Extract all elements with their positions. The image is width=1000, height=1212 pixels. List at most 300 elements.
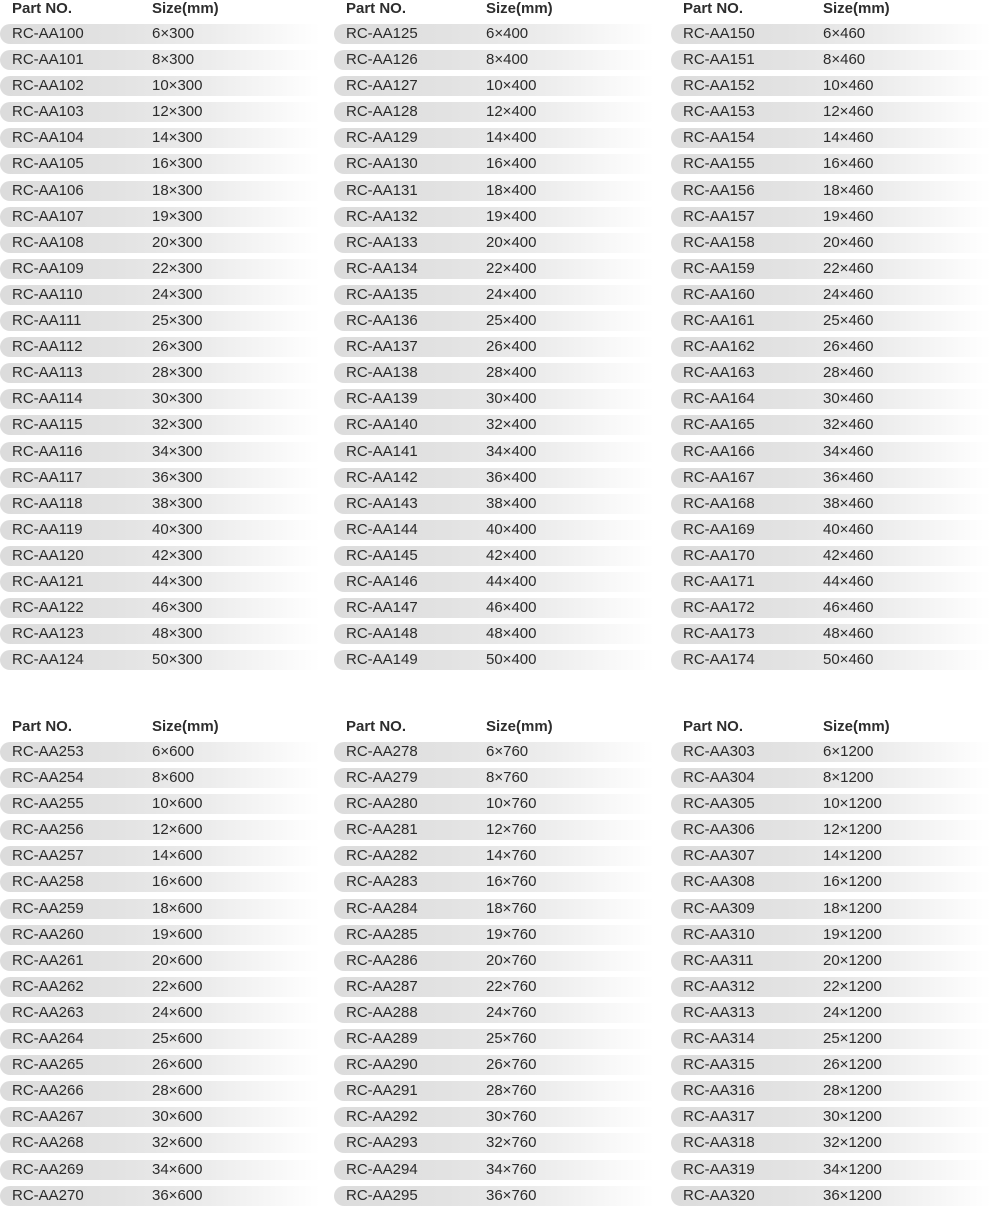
- part-number-cell: RC-AA110: [12, 285, 83, 303]
- part-number-cell: RC-AA153: [683, 103, 755, 121]
- size-cell: 36×300: [152, 468, 203, 486]
- part-number-cell: RC-AA111: [12, 312, 82, 330]
- size-cell: 8×760: [486, 769, 529, 787]
- size-cell: 28×460: [823, 364, 874, 382]
- table-row: [334, 624, 654, 644]
- part-number-cell: RC-AA162: [683, 338, 755, 356]
- table-row: [0, 50, 320, 70]
- table-row: [0, 1029, 320, 1049]
- part-number-cell: RC-AA286: [346, 951, 418, 969]
- part-number-cell: RC-AA120: [12, 546, 84, 564]
- part-number-cell: RC-AA144: [346, 520, 418, 538]
- table-row: [334, 794, 654, 814]
- part-number-cell: RC-AA288: [346, 1003, 418, 1021]
- part-number-cell: RC-AA146: [346, 572, 418, 590]
- table-row: [0, 925, 320, 945]
- table-row: [0, 650, 320, 670]
- part-number-cell: RC-AA137: [346, 338, 418, 356]
- part-number-cell: RC-AA164: [683, 390, 755, 408]
- part-number-cell: RC-AA317: [683, 1108, 755, 1126]
- size-cell: 16×600: [152, 873, 203, 891]
- part-number-cell: RC-AA134: [346, 259, 418, 277]
- size-cell: 30×600: [152, 1108, 203, 1126]
- part-no-column-header: Part NO.: [683, 718, 744, 735]
- table-row: [671, 872, 991, 892]
- table-row: [0, 546, 320, 566]
- table-row: [334, 285, 654, 305]
- part-number-cell: RC-AA280: [346, 795, 418, 813]
- size-cell: 24×400: [486, 285, 537, 303]
- size-cell: 50×460: [823, 651, 874, 669]
- table-row: [671, 925, 991, 945]
- part-number-cell: RC-AA303: [683, 743, 755, 760]
- part-number-cell: RC-AA309: [683, 899, 755, 917]
- table-row: [0, 1107, 320, 1127]
- size-cell: 46×300: [152, 599, 203, 617]
- table-row: [0, 1055, 320, 1075]
- size-cell: 34×300: [152, 442, 203, 460]
- table-row: [0, 768, 320, 788]
- size-cell: 46×460: [823, 599, 874, 617]
- size-cell: 19×460: [823, 207, 874, 225]
- part-number-cell: RC-AA267: [12, 1108, 84, 1126]
- size-cell: 28×760: [486, 1082, 537, 1100]
- part-no-column-header: Part NO.: [346, 718, 407, 735]
- size-cell: 42×400: [486, 546, 537, 564]
- part-number-cell: RC-AA122: [12, 599, 84, 617]
- size-cell: 25×600: [152, 1030, 203, 1048]
- table-row: [0, 624, 320, 644]
- size-cell: 36×1200: [823, 1186, 882, 1204]
- table-row: [671, 977, 991, 997]
- part-number-cell: RC-AA320: [683, 1186, 755, 1204]
- size-cell: 22×600: [152, 977, 203, 995]
- table-row: [671, 899, 991, 919]
- part-number-cell: RC-AA264: [12, 1030, 84, 1048]
- part-number-cell: RC-AA147: [346, 599, 418, 617]
- size-cell: 16×460: [823, 155, 874, 173]
- table-row: [671, 794, 991, 814]
- size-column-header: Size(mm): [486, 0, 553, 17]
- size-cell: 26×760: [486, 1056, 537, 1074]
- table-row: [0, 102, 320, 122]
- table-row: [0, 951, 320, 971]
- table-header: [0, 0, 320, 24]
- size-cell: 16×300: [152, 155, 203, 173]
- size-cell: 30×760: [486, 1108, 537, 1126]
- part-number-cell: RC-AA292: [346, 1108, 418, 1126]
- table-row: [671, 598, 991, 618]
- table-row: [334, 598, 654, 618]
- table-row: [0, 1003, 320, 1023]
- part-number-cell: RC-AA132: [346, 207, 418, 225]
- table-row: [0, 389, 320, 409]
- table-row: [671, 337, 991, 357]
- size-cell: 12×300: [152, 103, 203, 121]
- part-number-cell: RC-AA169: [683, 520, 755, 538]
- table-row: [334, 1081, 654, 1101]
- size-cell: 40×400: [486, 520, 537, 538]
- table-row: [671, 742, 991, 762]
- table-row: [334, 337, 654, 357]
- part-number-cell: RC-AA117: [12, 468, 83, 486]
- part-number-cell: RC-AA257: [12, 847, 84, 865]
- part-number-cell: RC-AA127: [346, 77, 418, 95]
- part-number-cell: RC-AA113: [12, 364, 83, 382]
- size-cell: 12×600: [152, 821, 203, 839]
- part-no-column-header: Part NO.: [346, 0, 407, 17]
- size-cell: 38×400: [486, 494, 537, 512]
- size-cell: 36×600: [152, 1186, 203, 1204]
- table-row: [0, 128, 320, 148]
- table-row: [671, 233, 991, 253]
- part-number-cell: RC-AA109: [12, 259, 84, 277]
- part-table-length-1200: [671, 718, 991, 1212]
- part-number-cell: RC-AA143: [346, 494, 418, 512]
- size-cell: 40×460: [823, 520, 874, 538]
- part-number-cell: RC-AA279: [346, 769, 418, 787]
- part-no-column-header: Part NO.: [12, 0, 73, 17]
- size-cell: 14×400: [486, 129, 537, 147]
- part-number-cell: RC-AA150: [683, 25, 755, 42]
- table-row: [671, 415, 991, 435]
- size-cell: 24×600: [152, 1003, 203, 1021]
- size-column-header: Size(mm): [152, 718, 219, 735]
- size-cell: 8×400: [486, 51, 529, 69]
- size-cell: 16×400: [486, 155, 537, 173]
- part-number-cell: RC-AA130: [346, 155, 418, 173]
- part-number-cell: RC-AA115: [12, 416, 83, 434]
- table-row: [671, 951, 991, 971]
- part-number-cell: RC-AA114: [12, 390, 83, 408]
- size-cell: 10×300: [152, 77, 203, 95]
- size-cell: 34×400: [486, 442, 537, 460]
- size-cell: 20×600: [152, 951, 203, 969]
- size-cell: 26×1200: [823, 1056, 882, 1074]
- table-row: [334, 415, 654, 435]
- size-cell: 10×460: [823, 77, 874, 95]
- table-row: [0, 233, 320, 253]
- part-number-cell: RC-AA312: [683, 977, 755, 995]
- size-cell: 10×760: [486, 795, 537, 813]
- table-row: [671, 1055, 991, 1075]
- table-row: [0, 520, 320, 540]
- part-number-cell: RC-AA255: [12, 795, 84, 813]
- part-number-cell: RC-AA107: [12, 207, 84, 225]
- table-row: [0, 846, 320, 866]
- size-cell: 26×400: [486, 338, 537, 356]
- table-row: [671, 285, 991, 305]
- table-row: [334, 925, 654, 945]
- part-number-cell: RC-AA168: [683, 494, 755, 512]
- part-number-cell: RC-AA133: [346, 233, 418, 251]
- size-cell: 48×460: [823, 625, 874, 643]
- table-row: [334, 154, 654, 174]
- part-number-cell: RC-AA129: [346, 129, 418, 147]
- part-number-cell: RC-AA290: [346, 1056, 418, 1074]
- part-number-cell: RC-AA170: [683, 546, 755, 564]
- size-cell: 12×400: [486, 103, 537, 121]
- size-cell: 20×460: [823, 233, 874, 251]
- part-number-cell: RC-AA161: [683, 312, 755, 330]
- size-cell: 42×300: [152, 546, 203, 564]
- part-number-cell: RC-AA256: [12, 821, 84, 839]
- size-cell: 32×600: [152, 1134, 203, 1152]
- table-row: [0, 820, 320, 840]
- part-number-cell: RC-AA254: [12, 769, 84, 787]
- table-row: [671, 846, 991, 866]
- size-cell: 28×600: [152, 1082, 203, 1100]
- table-row: [671, 50, 991, 70]
- part-number-cell: RC-AA285: [346, 925, 418, 943]
- table-row: [671, 820, 991, 840]
- size-cell: 18×600: [152, 899, 203, 917]
- size-cell: 34×600: [152, 1160, 203, 1178]
- part-number-cell: RC-AA149: [346, 651, 418, 669]
- size-cell: 34×760: [486, 1160, 537, 1178]
- part-number-cell: RC-AA100: [12, 25, 84, 42]
- table-row: [671, 768, 991, 788]
- size-cell: 18×300: [152, 181, 203, 199]
- table-row: [334, 76, 654, 96]
- part-number-cell: RC-AA163: [683, 364, 755, 382]
- table-row: [0, 259, 320, 279]
- size-cell: 44×460: [823, 572, 874, 590]
- size-cell: 10×400: [486, 77, 537, 95]
- part-number-cell: RC-AA154: [683, 129, 755, 147]
- part-number-cell: RC-AA166: [683, 442, 755, 460]
- table-row: [334, 520, 654, 540]
- size-column-header: Size(mm): [486, 718, 553, 735]
- part-number-cell: RC-AA142: [346, 468, 418, 486]
- table-row: [0, 181, 320, 201]
- size-cell: 20×300: [152, 233, 203, 251]
- size-cell: 32×460: [823, 416, 874, 434]
- part-number-cell: RC-AA260: [12, 925, 84, 943]
- part-number-cell: RC-AA156: [683, 181, 755, 199]
- size-cell: 32×760: [486, 1134, 537, 1152]
- part-number-cell: RC-AA307: [683, 847, 755, 865]
- table-header: [671, 0, 991, 24]
- size-cell: 24×460: [823, 285, 874, 303]
- part-number-cell: RC-AA136: [346, 312, 418, 330]
- size-cell: 14×460: [823, 129, 874, 147]
- part-number-cell: RC-AA158: [683, 233, 755, 251]
- part-number-cell: RC-AA269: [12, 1160, 84, 1178]
- table-row: [334, 899, 654, 919]
- size-cell: 6×460: [823, 25, 866, 42]
- part-number-cell: RC-AA135: [346, 285, 418, 303]
- size-cell: 18×460: [823, 181, 874, 199]
- size-column-header: Size(mm): [152, 0, 219, 17]
- size-cell: 8×300: [152, 51, 195, 69]
- table-row: [334, 977, 654, 997]
- size-cell: 46×400: [486, 599, 537, 617]
- part-number-cell: RC-AA171: [683, 572, 755, 590]
- size-cell: 14×600: [152, 847, 203, 865]
- part-number-cell: RC-AA314: [683, 1030, 755, 1048]
- table-row: [334, 389, 654, 409]
- table-row: [0, 337, 320, 357]
- size-cell: 32×300: [152, 416, 203, 434]
- table-row: [671, 468, 991, 488]
- part-number-cell: RC-AA293: [346, 1134, 418, 1152]
- part-number-cell: RC-AA116: [12, 442, 83, 460]
- part-number-cell: RC-AA284: [346, 899, 418, 917]
- table-row: [334, 24, 654, 44]
- size-cell: 16×1200: [823, 873, 882, 891]
- table-row: [0, 494, 320, 514]
- table-row: [0, 24, 320, 44]
- table-row: [334, 1186, 654, 1206]
- size-cell: 25×400: [486, 312, 537, 330]
- part-number-cell: RC-AA261: [12, 951, 84, 969]
- size-cell: 30×400: [486, 390, 537, 408]
- size-cell: 38×300: [152, 494, 203, 512]
- table-row: [671, 650, 991, 670]
- table-row: [334, 363, 654, 383]
- size-cell: 24×300: [152, 285, 203, 303]
- size-cell: 6×1200: [823, 743, 874, 760]
- size-cell: 38×460: [823, 494, 874, 512]
- table-row: [0, 598, 320, 618]
- size-cell: 6×600: [152, 743, 195, 760]
- part-number-cell: RC-AA295: [346, 1186, 418, 1204]
- table-row: [0, 442, 320, 462]
- table-row: [0, 742, 320, 762]
- table-row: [671, 1133, 991, 1153]
- part-number-cell: RC-AA102: [12, 77, 84, 95]
- size-cell: 42×460: [823, 546, 874, 564]
- part-number-cell: RC-AA126: [346, 51, 418, 69]
- part-number-cell: RC-AA294: [346, 1160, 418, 1178]
- size-cell: 16×760: [486, 873, 537, 891]
- size-cell: 22×300: [152, 259, 203, 277]
- part-number-cell: RC-AA259: [12, 899, 84, 917]
- size-cell: 6×400: [486, 25, 529, 42]
- part-table-length-300: [0, 0, 320, 676]
- size-cell: 25×300: [152, 312, 203, 330]
- size-cell: 19×760: [486, 925, 537, 943]
- table-row: [671, 311, 991, 331]
- part-number-cell: RC-AA306: [683, 821, 755, 839]
- table-row: [334, 650, 654, 670]
- size-cell: 25×460: [823, 312, 874, 330]
- size-cell: 8×460: [823, 51, 866, 69]
- part-table-length-600: [0, 718, 320, 1212]
- part-number-cell: RC-AA131: [346, 181, 418, 199]
- table-row: [671, 76, 991, 96]
- table-row: [671, 181, 991, 201]
- table-row: [0, 207, 320, 227]
- table-row: [334, 128, 654, 148]
- size-cell: 10×600: [152, 795, 203, 813]
- table-row: [0, 76, 320, 96]
- size-cell: 8×600: [152, 769, 195, 787]
- part-number-cell: RC-AA313: [683, 1003, 755, 1021]
- part-number-cell: RC-AA265: [12, 1056, 84, 1074]
- size-cell: 22×760: [486, 977, 537, 995]
- table-row: [334, 951, 654, 971]
- table-row: [334, 259, 654, 279]
- table-row: [334, 820, 654, 840]
- part-number-cell: RC-AA167: [683, 468, 755, 486]
- size-cell: 24×1200: [823, 1003, 882, 1021]
- table-row: [671, 102, 991, 122]
- part-number-cell: RC-AA160: [683, 285, 755, 303]
- table-row: [671, 494, 991, 514]
- part-number-cell: RC-AA282: [346, 847, 418, 865]
- size-cell: 18×1200: [823, 899, 882, 917]
- table-header: [334, 718, 654, 742]
- part-number-cell: RC-AA119: [12, 520, 83, 538]
- table-row: [334, 1133, 654, 1153]
- part-number-cell: RC-AA319: [683, 1160, 755, 1178]
- size-column-header: Size(mm): [823, 0, 890, 17]
- size-cell: 48×300: [152, 625, 203, 643]
- part-number-cell: RC-AA266: [12, 1082, 84, 1100]
- size-cell: 26×300: [152, 338, 203, 356]
- table-row: [334, 1107, 654, 1127]
- size-cell: 19×300: [152, 207, 203, 225]
- part-number-cell: RC-AA268: [12, 1134, 84, 1152]
- size-cell: 34×460: [823, 442, 874, 460]
- size-cell: 20×400: [486, 233, 537, 251]
- table-row: [334, 50, 654, 70]
- part-number-cell: RC-AA283: [346, 873, 418, 891]
- size-cell: 8×1200: [823, 769, 874, 787]
- table-row: [0, 311, 320, 331]
- table-row: [334, 572, 654, 592]
- size-cell: 34×1200: [823, 1160, 882, 1178]
- size-cell: 32×400: [486, 416, 537, 434]
- table-row: [0, 468, 320, 488]
- size-cell: 28×400: [486, 364, 537, 382]
- part-number-cell: RC-AA155: [683, 155, 755, 173]
- table-header: [671, 718, 991, 742]
- part-number-cell: RC-AA125: [346, 25, 418, 42]
- size-cell: 30×300: [152, 390, 203, 408]
- table-row: [334, 546, 654, 566]
- part-number-cell: RC-AA289: [346, 1030, 418, 1048]
- part-number-cell: RC-AA138: [346, 364, 418, 382]
- table-row: [671, 24, 991, 44]
- part-table-length-460: [671, 0, 991, 676]
- part-number-cell: RC-AA304: [683, 769, 755, 787]
- part-number-cell: RC-AA101: [12, 51, 84, 69]
- part-number-cell: RC-AA112: [12, 338, 83, 356]
- part-number-cell: RC-AA123: [12, 625, 84, 643]
- size-cell: 36×460: [823, 468, 874, 486]
- size-cell: 26×600: [152, 1056, 203, 1074]
- table-row: [334, 1029, 654, 1049]
- part-number-cell: RC-AA108: [12, 233, 84, 251]
- size-cell: 12×760: [486, 821, 537, 839]
- part-no-column-header: Part NO.: [683, 0, 744, 17]
- table-row: [0, 872, 320, 892]
- table-row: [334, 872, 654, 892]
- part-number-cell: RC-AA281: [346, 821, 418, 839]
- table-row: [671, 1003, 991, 1023]
- table-row: [671, 207, 991, 227]
- part-number-cell: RC-AA278: [346, 743, 418, 760]
- part-number-cell: RC-AA118: [12, 494, 83, 512]
- part-number-cell: RC-AA165: [683, 416, 755, 434]
- table-row: [671, 128, 991, 148]
- size-cell: 14×300: [152, 129, 203, 147]
- table-row: [0, 363, 320, 383]
- size-cell: 50×300: [152, 651, 203, 669]
